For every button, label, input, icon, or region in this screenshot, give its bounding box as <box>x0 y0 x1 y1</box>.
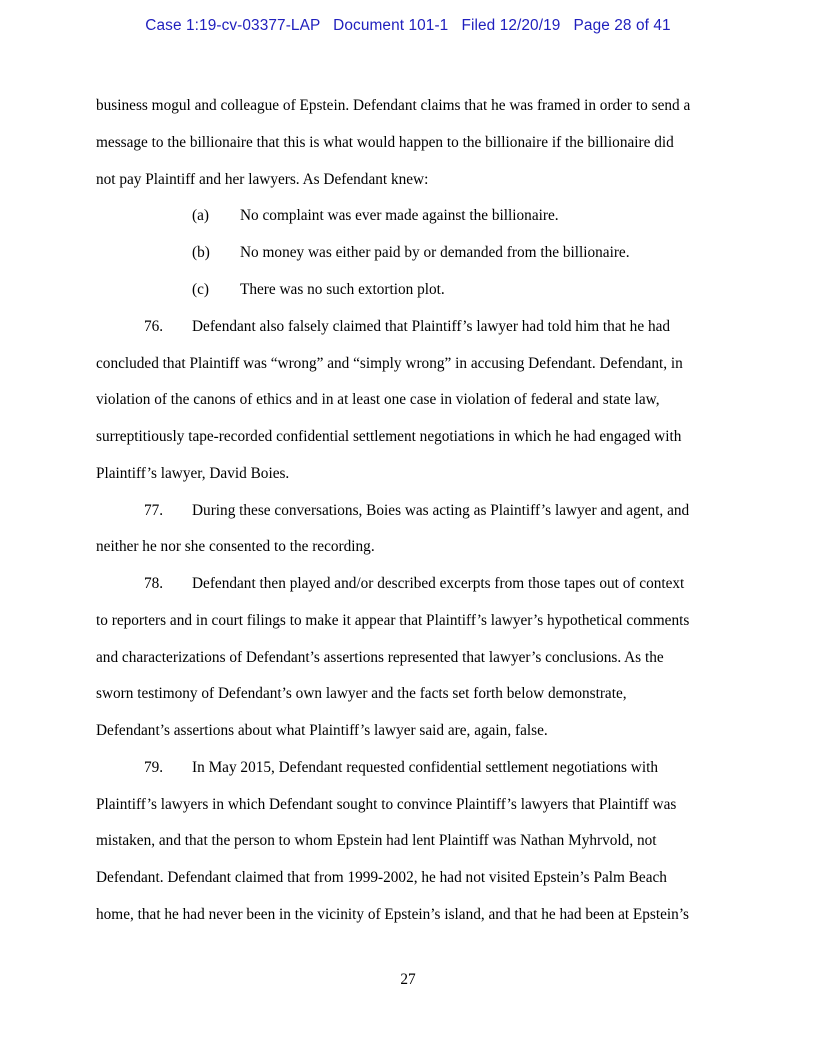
case-header: Case 1:19-cv-03377-LAP Document 101-1 Filed 12/20/19 Page 28 of 41 <box>145 17 671 34</box>
paragraph-number: 79. <box>144 759 164 776</box>
body-line: mistaken, and that the person to whom Epstein had lent Plaintiff was Nathan Myhrvold, not <box>96 832 657 849</box>
paragraph-first-line: During these conversations, Boies was acting as Plaintiff’s lawyer and agent, and <box>192 502 690 519</box>
subitem-label: (b) <box>192 244 210 261</box>
body-line: business mogul and colleague of Epstein. Defendant claims that he was framed in order to send a <box>96 97 691 114</box>
paragraph-number: 76. <box>144 318 164 335</box>
paragraph-first-line: Defendant also falsely claimed that Plaintiff’s lawyer had told him that he had <box>192 318 671 335</box>
body-line: home, that he had never been in the vicinity of Epstein’s island, and that he had been at Epstein’s <box>96 906 690 923</box>
subitem-text: No money was either paid by or demanded from the billionaire. <box>240 244 630 261</box>
paragraph-first-line: Defendant then played and/or described excerpts from those tapes out of context <box>192 575 685 592</box>
body-line: surreptitiously tape-recorded confidential settlement negotiations in which he had engaged with <box>96 428 682 445</box>
paragraph-number: 78. <box>144 575 164 592</box>
body-line: concluded that Plaintiff was “wrong” and “simply wrong” in accusing Defendant. Defendant, in <box>96 355 683 372</box>
body-line: not pay Plaintiff and her lawyers. As Defendant knew: <box>96 171 429 188</box>
subitem-text: No complaint was ever made against the billionaire. <box>240 207 559 224</box>
body-line: violation of the canons of ethics and in at least one case in violation of federal and state law, <box>96 391 660 408</box>
body-line: Plaintiff’s lawyers in which Defendant sought to convince Plaintiff’s lawyers that Plaintiff was <box>96 796 677 813</box>
paragraph-first-line: In May 2015, Defendant requested confidential settlement negotiations with <box>192 759 659 776</box>
subitem-label: (c) <box>192 281 209 298</box>
body-line: sworn testimony of Defendant’s own lawyer and the facts set forth below demonstrate, <box>96 685 627 702</box>
subitem-label: (a) <box>192 207 209 224</box>
body-line: Defendant’s assertions about what Plaintiff’s lawyer said are, again, false. <box>96 722 548 739</box>
body-line: message to the billionaire that this is what would happen to the billionaire if the billionaire did <box>96 134 674 151</box>
body-line: neither he nor she consented to the recording. <box>96 538 375 555</box>
body-line: to reporters and in court filings to make it appear that Plaintiff’s lawyer’s hypothetical comments <box>96 612 690 629</box>
body-line: and characterizations of Defendant’s assertions represented that lawyer’s conclusions. As the <box>96 649 664 666</box>
subitem-text: There was no such extortion plot. <box>240 281 445 298</box>
body-line: Plaintiff’s lawyer, David Boies. <box>96 465 290 482</box>
page-number: 27 <box>400 971 416 988</box>
paragraph-number: 77. <box>144 502 164 519</box>
body-line: Defendant. Defendant claimed that from 1999-2002, he had not visited Epstein’s Palm Beach <box>96 869 667 886</box>
